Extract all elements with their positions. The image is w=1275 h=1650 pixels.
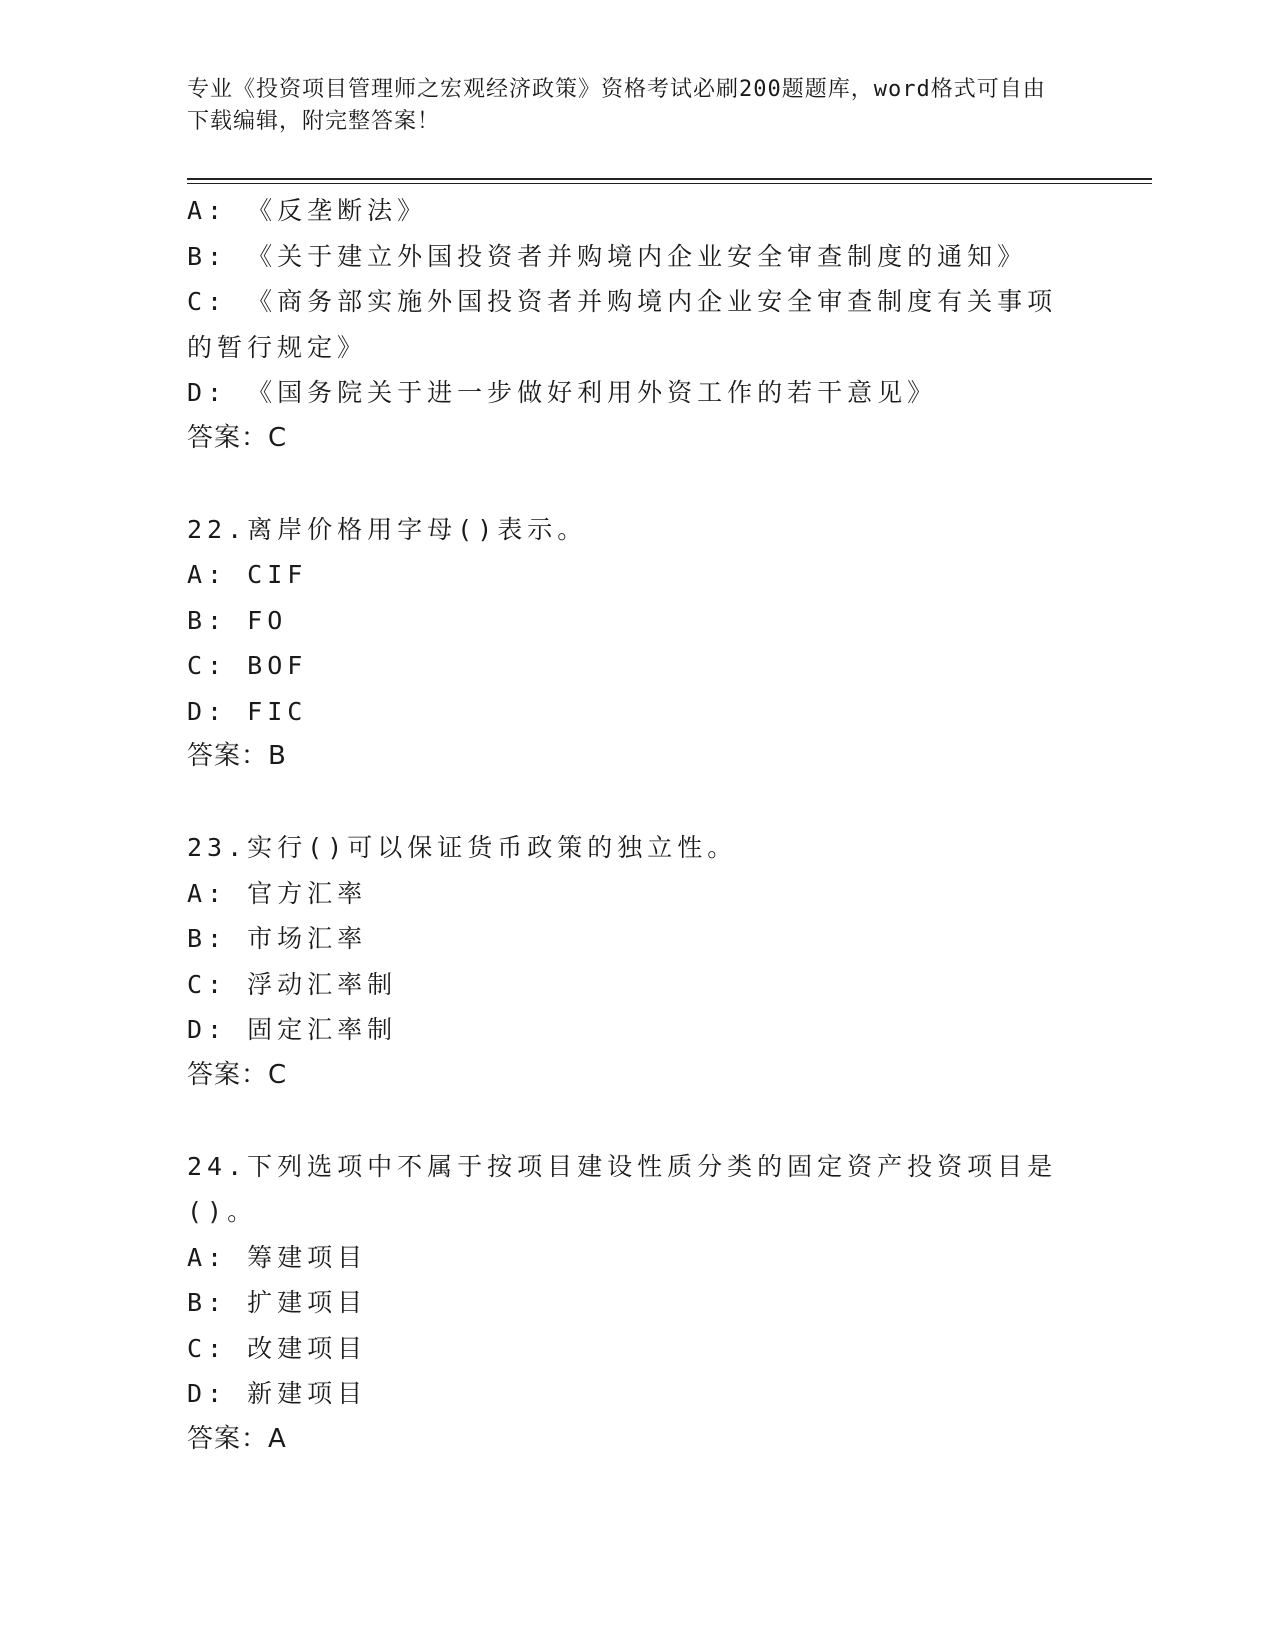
option-a: A: 官方汇率 <box>187 878 368 908</box>
option-d: D: 固定汇率制 <box>187 1015 398 1044</box>
question-21 <box>187 188 1087 461</box>
document-header: 专业《投资项目管理师之宏观经济政策》资格考试必刷200题题库，word格式可自由下载编辑，附完整答案！ <box>187 77 1046 134</box>
answer: 答案：C <box>187 422 288 453</box>
option-b: B: FO <box>187 605 288 635</box>
question-22 <box>187 507 1087 780</box>
question-text: 23.实行()可以保证货币政策的独立性。 <box>187 833 738 862</box>
question-text: 24.下列选项中不属于按项目建设性质分类的固定资产投资项目是()。 <box>187 1151 1058 1226</box>
answer: 答案：C <box>187 1059 288 1090</box>
option-b: B: 《关于建立外国投资者并购境内企业安全审查制度的通知》 <box>187 241 1028 271</box>
spacer <box>187 461 1087 507</box>
answer: 答案：A <box>187 1423 287 1454</box>
option-d: D: 新建项目 <box>187 1379 368 1408</box>
question-list <box>187 188 1087 1462</box>
option-a: A: CIF <box>187 560 308 589</box>
header-divider-thick <box>187 178 1152 180</box>
option-c: C: 改建项目 <box>187 1333 368 1363</box>
header-divider-thin <box>187 183 1152 184</box>
answer: 答案：B <box>187 741 287 771</box>
spacer <box>187 780 1087 826</box>
question-24 <box>187 1144 1087 1463</box>
option-b: B: 扩建项目 <box>187 1288 368 1317</box>
question-text: 22.离岸价格用字母()表示。 <box>187 514 588 544</box>
option-c: C: 浮动汇率制 <box>187 969 398 999</box>
question-23 <box>187 825 1087 1098</box>
option-a: A: 筹建项目 <box>187 1242 368 1272</box>
option-a: A: 《反垄断法》 <box>187 196 428 225</box>
option-c: C: BOF <box>187 651 308 680</box>
option-d: D: 《国务院关于进一步做好利用外资工作的若干意见》 <box>187 378 938 407</box>
option-d: D: FIC <box>187 696 308 726</box>
option-b: B: 市场汇率 <box>187 924 368 953</box>
option-c: C: 《商务部实施外国投资者并购境内企业安全审查制度有关事项的暂行规定》 <box>187 287 1058 362</box>
spacer <box>187 1098 1087 1144</box>
